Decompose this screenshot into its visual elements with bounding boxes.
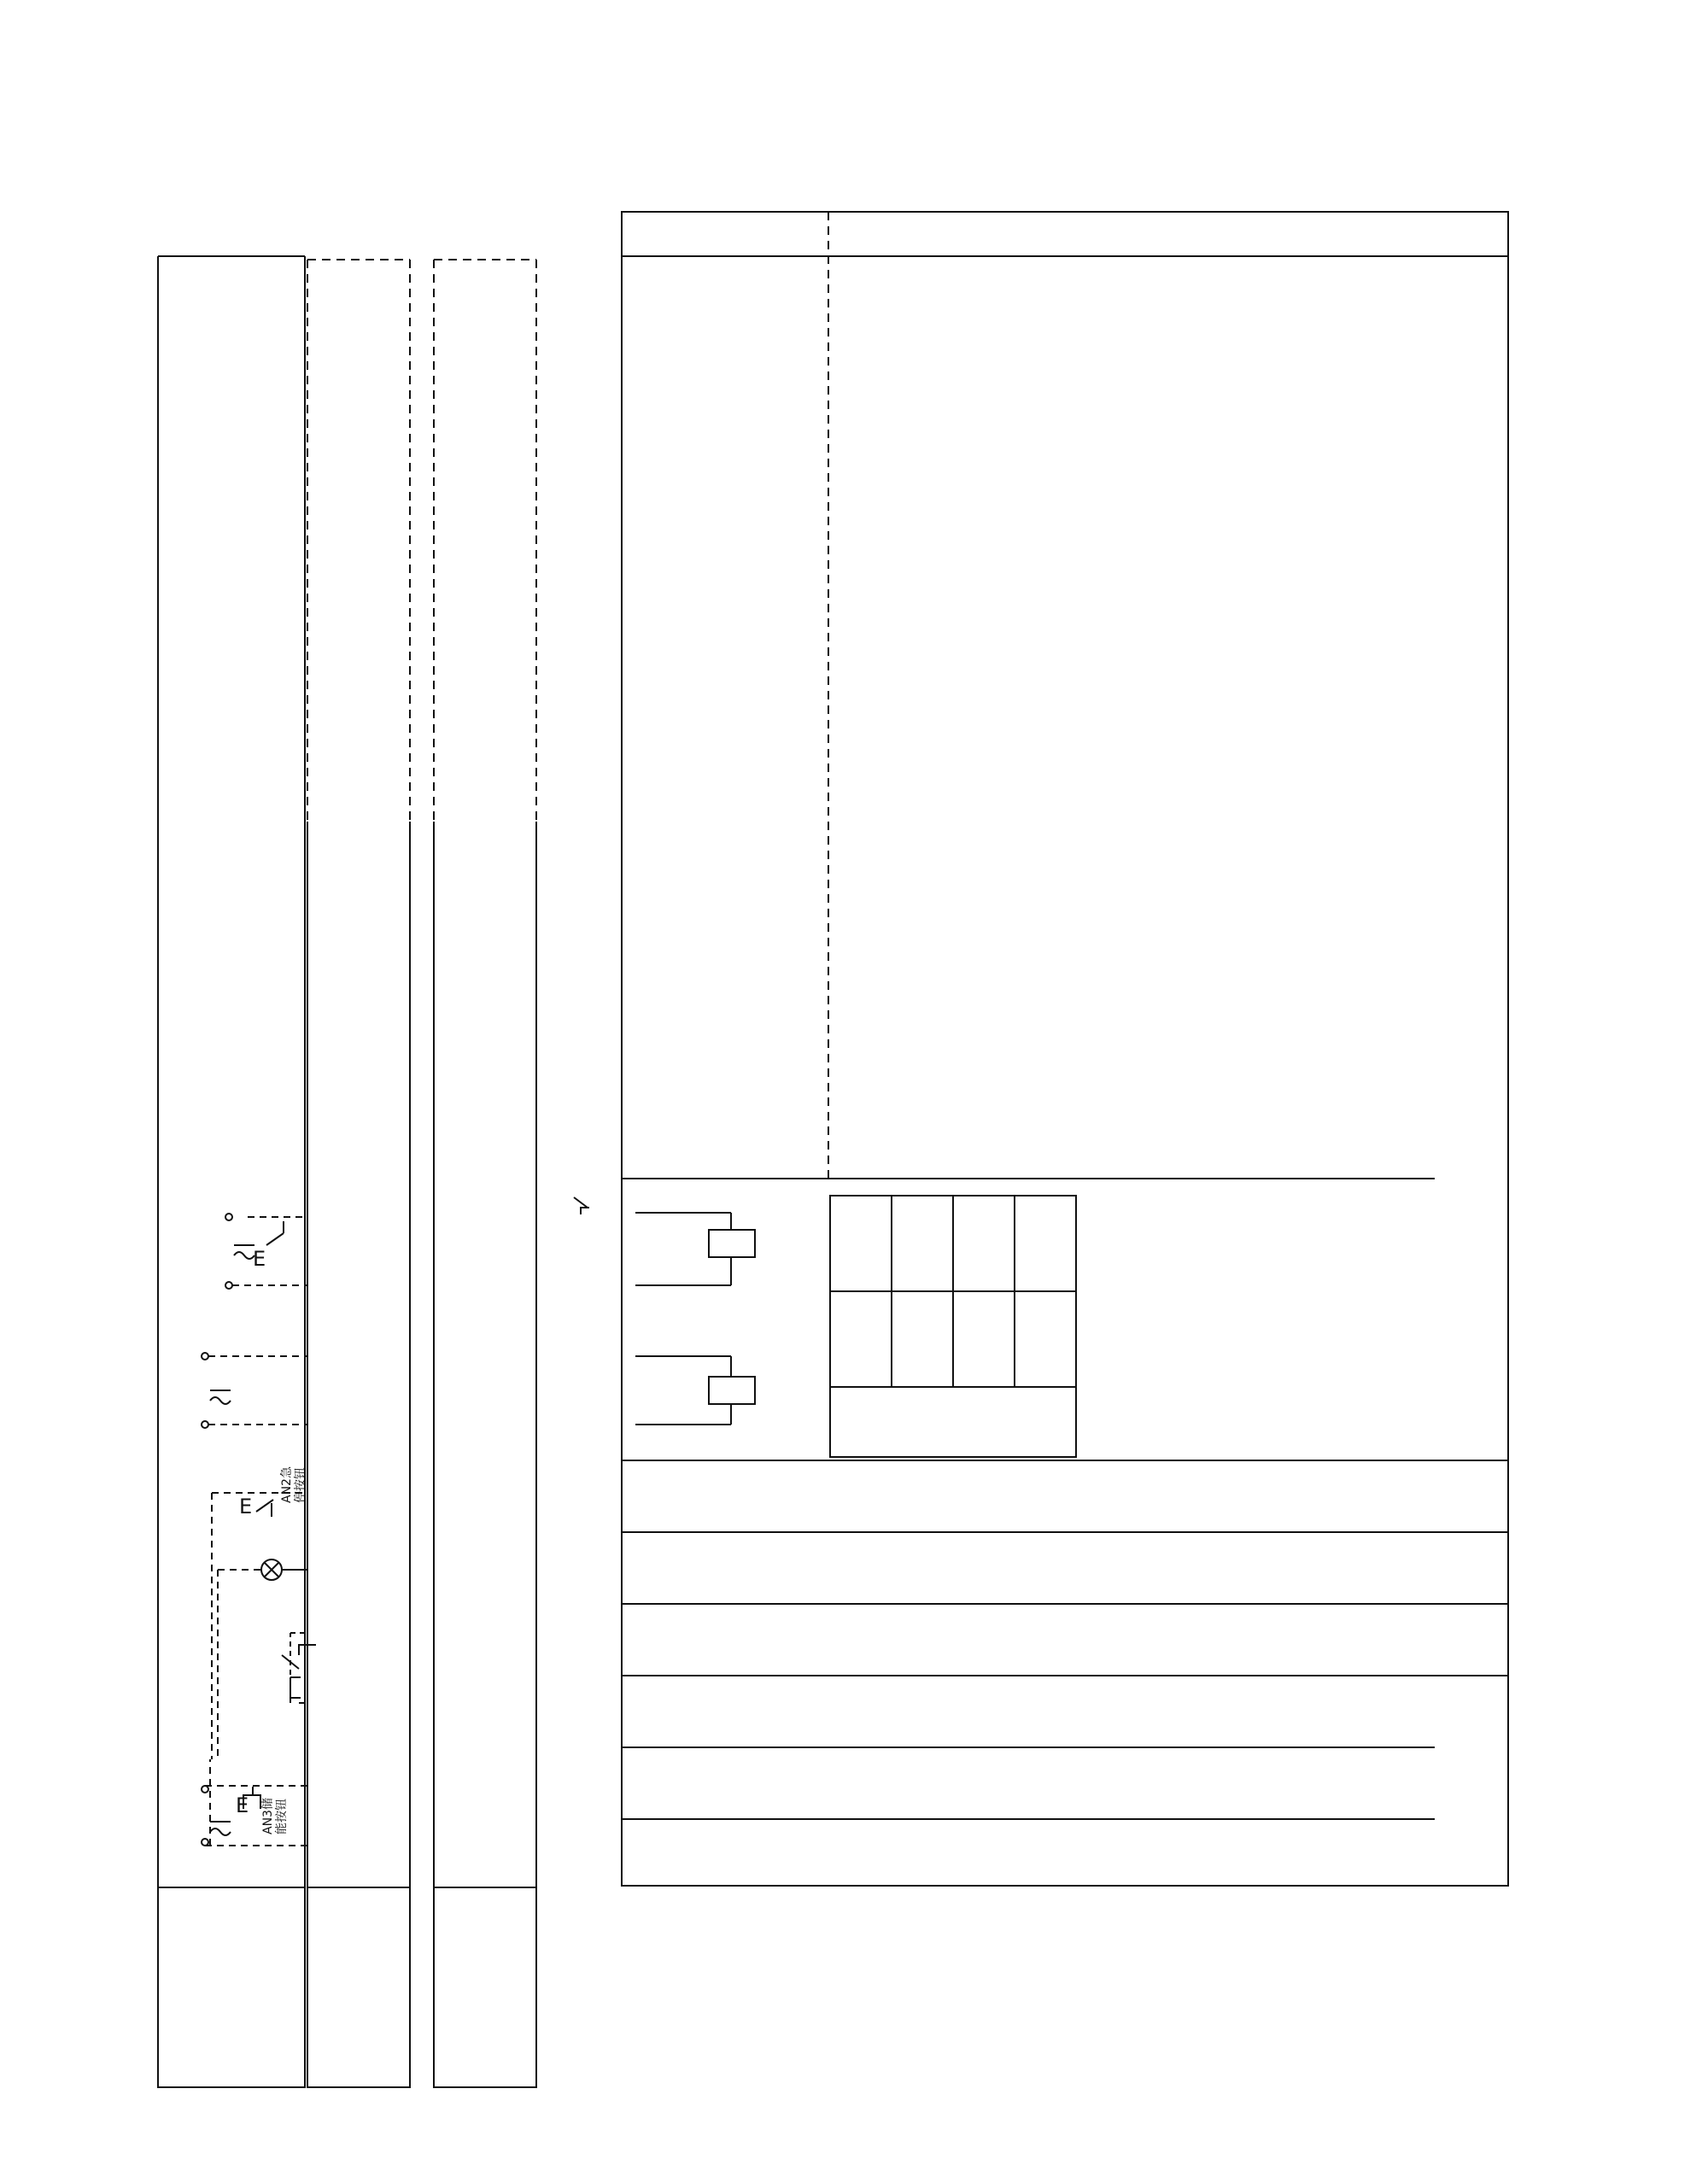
user-devices [202,1214,316,1846]
external-rows [622,1460,1508,1819]
shunt-e-icon: E [253,1247,266,1271]
an2-e-icon: E [239,1495,253,1518]
an3-label: AN3储 [261,1798,275,1834]
breaker-terminal-strip [434,260,536,1887]
an3-label2: 能按钮 [275,1799,289,1834]
header-user-box [158,1887,305,2087]
coils [574,1197,755,1425]
frame-terminal-strip [307,260,410,1887]
an2-label2: 停按钮 [294,1467,307,1503]
shunt-coil [709,1230,755,1257]
an3-e-icon: E [236,1793,249,1817]
undervoltage-coil [709,1377,755,1404]
circuit-box [622,212,1508,1886]
header-frame-box [307,1887,410,2087]
combo-table [830,1196,1076,1457]
header-breaker-box [434,1887,536,2087]
an2-label: AN2急 [280,1466,294,1503]
